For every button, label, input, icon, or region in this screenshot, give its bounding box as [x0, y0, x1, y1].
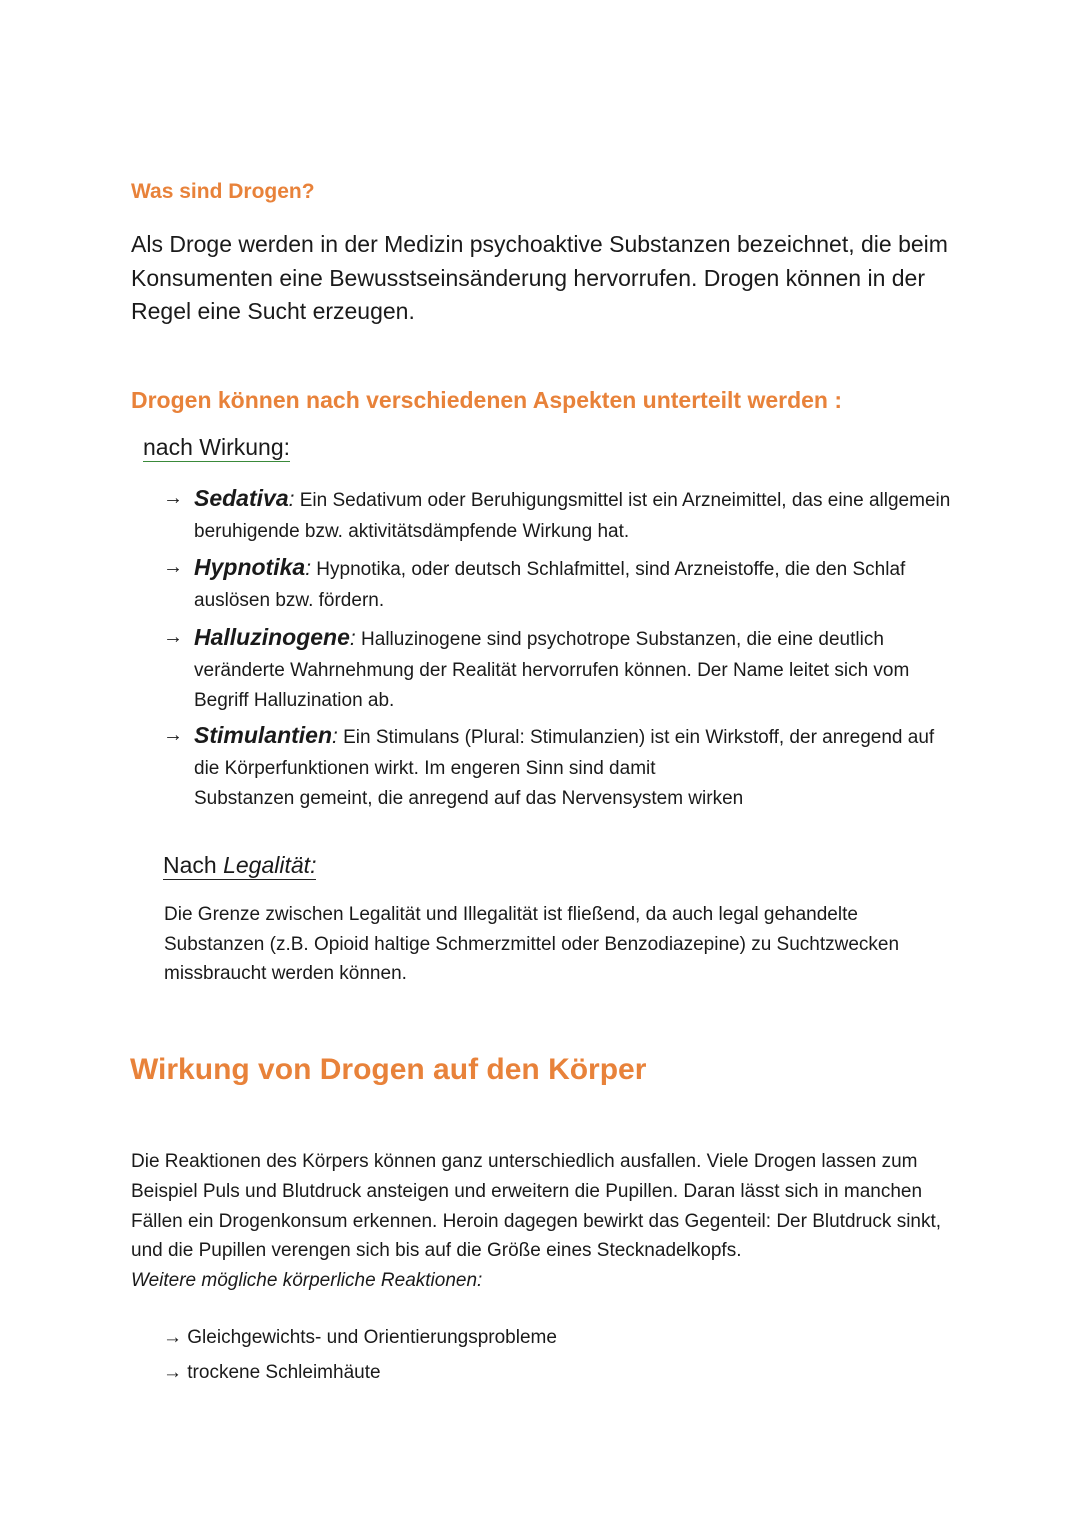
subheading-nach-wirkung: nach Wirkung: — [143, 434, 291, 460]
koerper-paragraph: Die Reaktionen des Körpers können ganz unterschiedlich ausfallen. Viele Drogen lassen zum Beispiel Puls und Blutdruck ansteigen und erweitern die Pupillen. Daran lässt sich in manchen Fällen ein Drogenkonsum erkennen. Heroin dagegen bewirkt das Gegenteil: Der Blutdruck sinkt, und die Pupillen verengen sich bis auf die Größe eines Stecknadelkopfs. — [131, 1151, 942, 1262]
heading-was-sind-drogen: Was sind Drogen? — [131, 180, 315, 203]
list-item-hypnotika — [163, 552, 953, 616]
reaction-item: → Gleichgewichts- und Orientierungsprobleme — [163, 1327, 557, 1348]
list-item-halluzinogene — [163, 622, 953, 717]
term-stimulantien: Stimulantien — [194, 722, 333, 748]
legal-word: Legalität — [223, 852, 311, 878]
term-colon: : — [332, 725, 338, 748]
item-description: Ein Stimulans (Plural: Stimulanzien) ist ein Wirkstoff, der anregend auf die Körperfunktionen wirkt. Im engeren Sinn sind damit — [194, 727, 935, 779]
heading-aspekte: Drogen können nach verschiedenen Aspekten unterteilt werden : — [131, 387, 843, 413]
term-colon: : — [349, 627, 356, 650]
term-colon: : — [288, 488, 295, 511]
term-halluzinogene: Halluzinogene — [194, 624, 350, 650]
term-hypnotika: Hypnotika — [194, 554, 306, 580]
intro-paragraph: Als Droge werden in der Medizin psychoaktive Substanzen bezeichnet, die beim Konsumenten eine Bewusstseinsänderung hervorrufen. Drogen können in der Regel eine Sucht erzeugen. — [131, 231, 948, 324]
item-description: Halluzinogene sind psychotrope Substanzen, die eine deutlich veränderte Wahrnehmung der Realität hervorrufen können. Der Name leitet sich vom Begriff Halluzination ab. — [194, 629, 910, 711]
legal-prefix: Nach — [163, 852, 224, 878]
term-colon: : — [305, 557, 312, 580]
legal-colon: : — [310, 852, 317, 878]
list-item-sedativa — [163, 483, 953, 547]
reaction-item: → trockene Schleimhäute — [163, 1362, 381, 1383]
arrow-icon: → — [163, 724, 183, 746]
item-description: Hypnotika, oder deutsch Schlafmittel, sind Arzneistoffe, die den Schlaf auslösen bzw. fördern. — [194, 559, 906, 611]
list-item-stimulantien — [163, 720, 953, 815]
arrow-icon: → — [163, 487, 183, 509]
item-description-continued: Substanzen gemeint, die anregend auf das Nervensystem wirken — [194, 788, 744, 809]
reactions-label: Weitere mögliche körperliche Reaktionen: — [131, 1270, 483, 1291]
heading-wirkung-koerper: Wirkung von Drogen auf den Körper — [130, 1053, 647, 1086]
arrow-icon: → — [163, 626, 183, 648]
arrow-icon: → — [163, 556, 183, 578]
item-description: Ein Sedativum oder Beruhigungsmittel ist ein Arzneimittel, das eine allgemein beruhigende bzw. aktivitätsdämpfende Wirkung hat. — [194, 490, 951, 542]
legal-paragraph: Die Grenze zwischen Legalität und Illegalität ist fließend, da auch legal gehandelte Substanzen (z.B. Opioid haltige Schmerzmittel oder Benzodiazepine) zu Suchtzwecken missbraucht werden können. — [164, 904, 900, 984]
term-sedativa: Sedativa — [194, 485, 289, 511]
subheading-nach-legalitaet — [163, 853, 316, 880]
